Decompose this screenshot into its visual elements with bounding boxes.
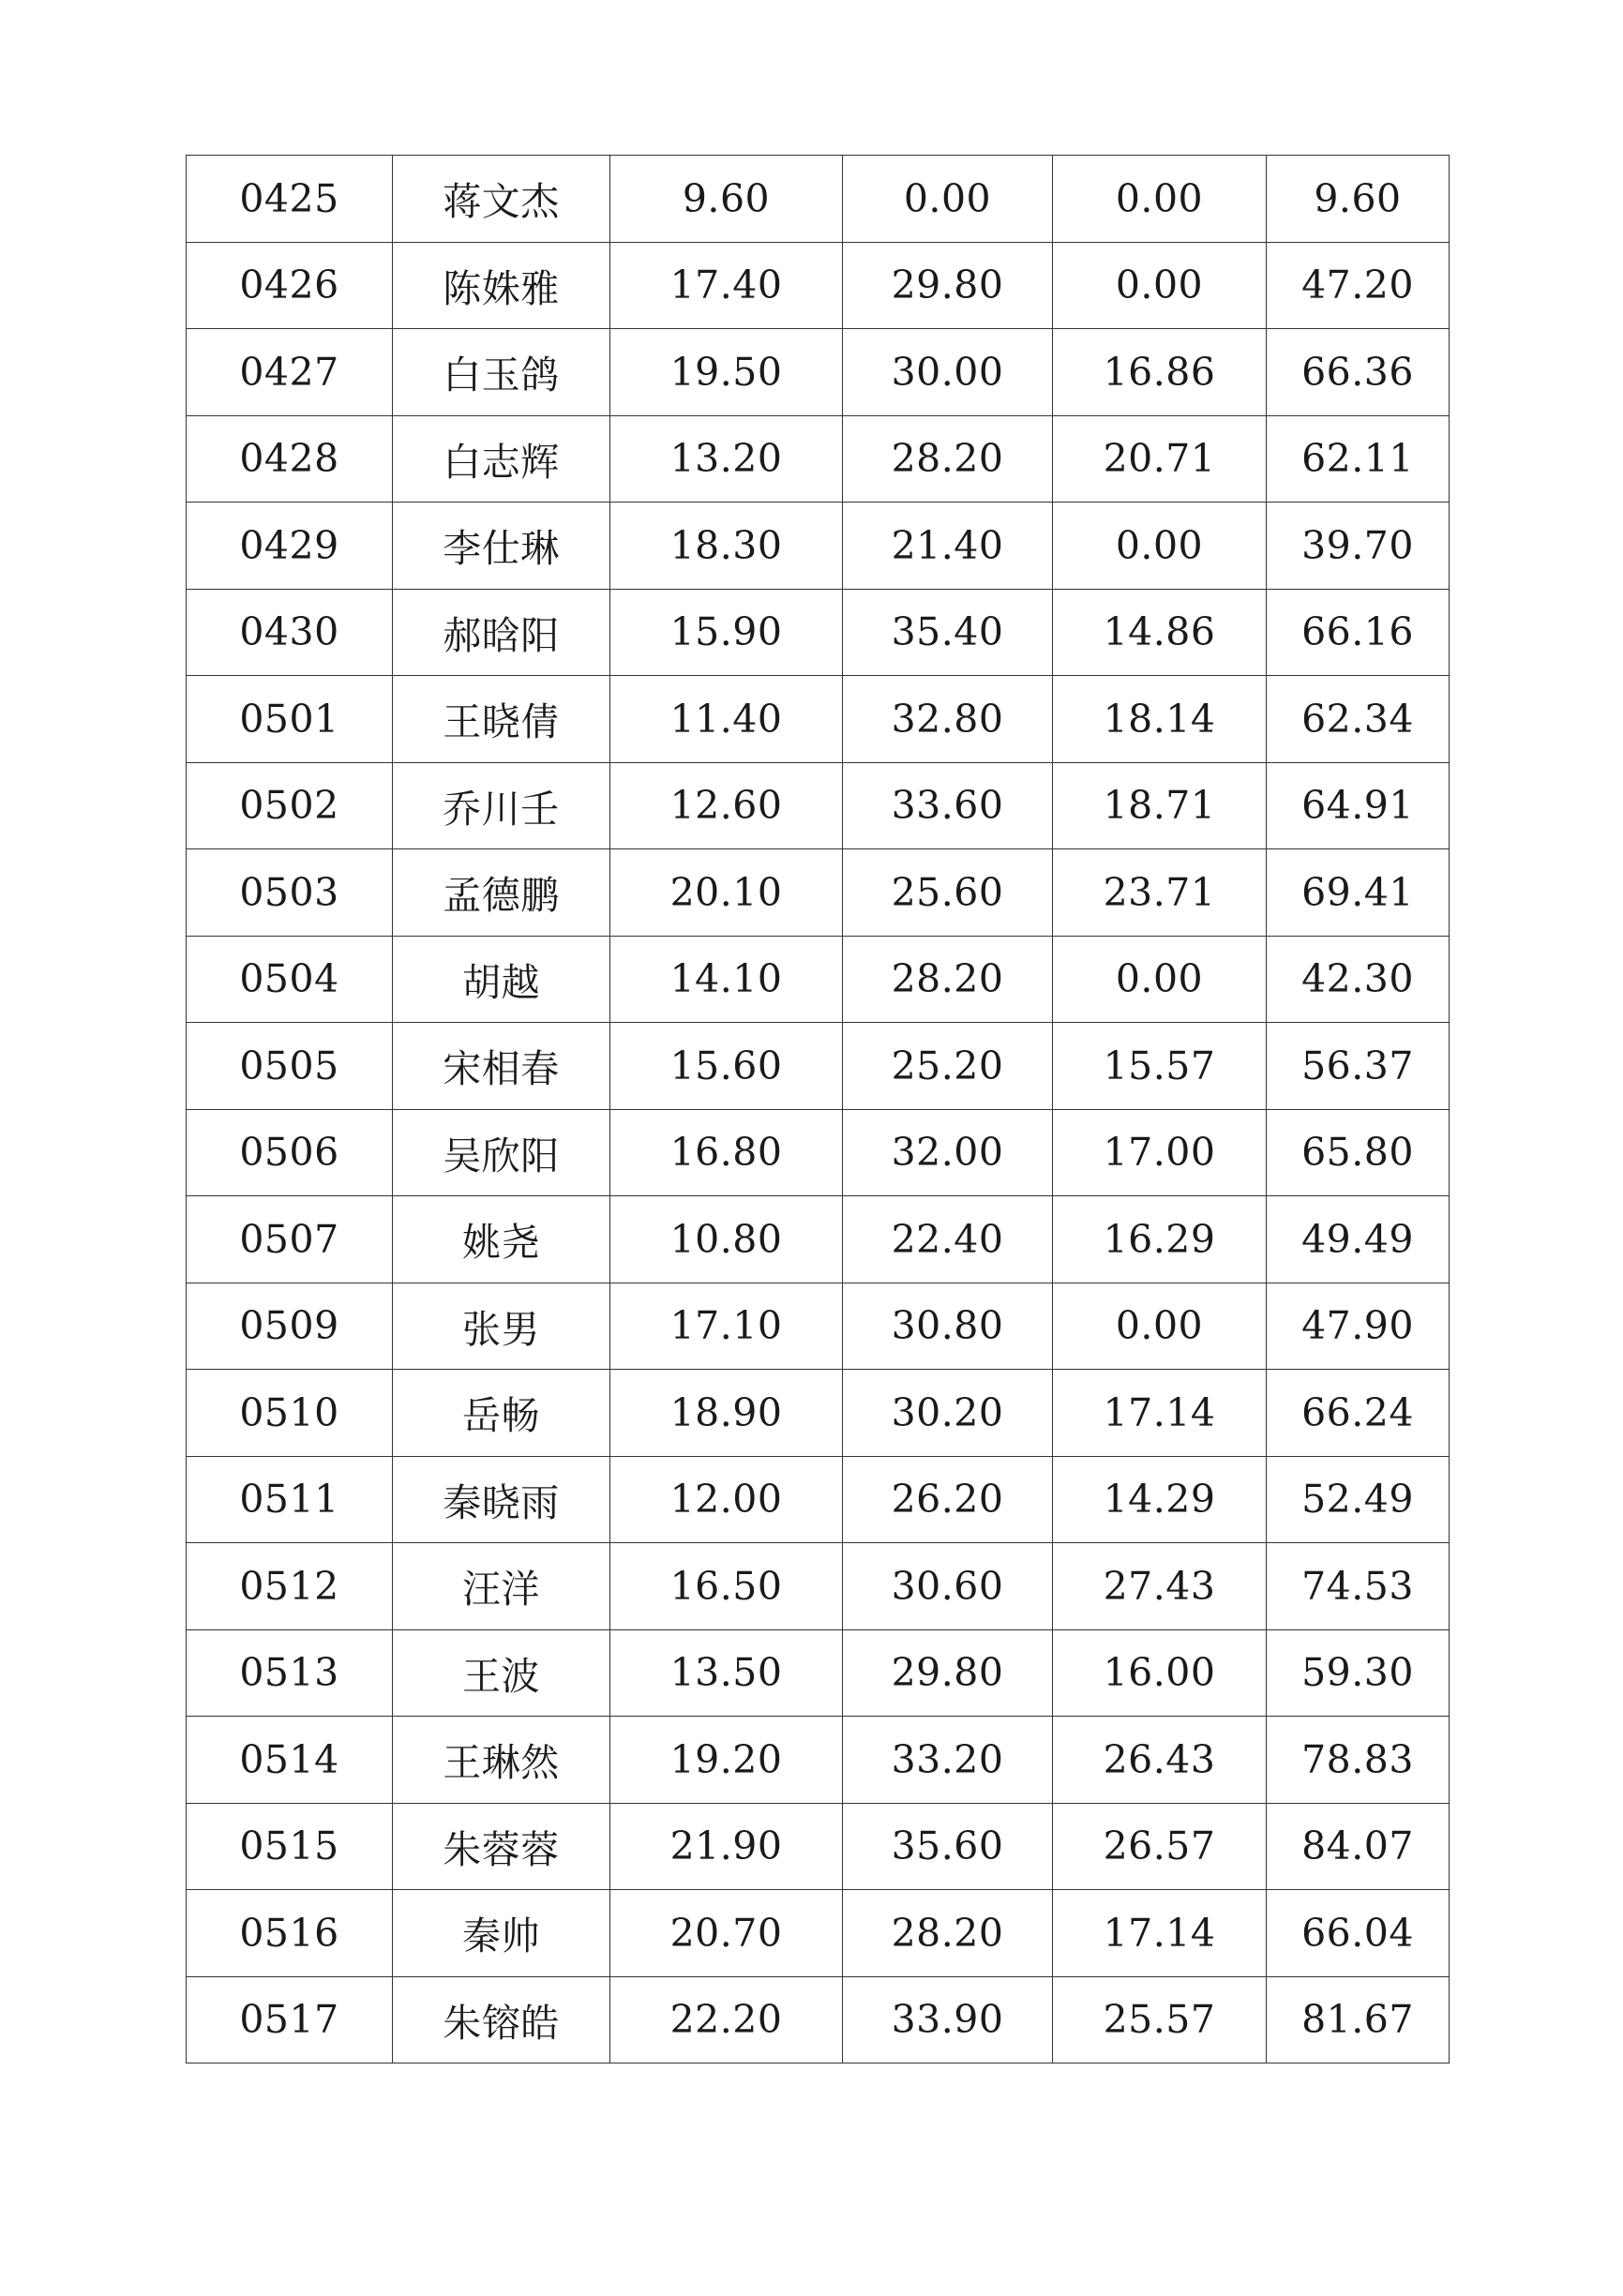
score-table-body: [187, 156, 1450, 2063]
name-cell: 朱镕皓: [393, 1976, 610, 2063]
total-cell: 74.53: [1267, 1543, 1450, 1630]
id-cell: 0509: [187, 1283, 393, 1370]
score-cell: 0.00: [1053, 936, 1267, 1023]
name-cell: 王晓倩: [393, 676, 610, 763]
table-row: [187, 1283, 1450, 1370]
table-row: [187, 415, 1450, 503]
score-cell: 13.20: [610, 415, 843, 503]
score-cell: 20.71: [1053, 415, 1267, 503]
id-cell: 0428: [187, 415, 393, 503]
score-cell: 32.80: [843, 676, 1053, 763]
name-cell: 胡越: [393, 936, 610, 1023]
score-cell: 17.00: [1053, 1109, 1267, 1196]
score-cell: 20.70: [610, 1890, 843, 1977]
score-cell: 9.60: [610, 156, 843, 243]
total-cell: 78.83: [1267, 1717, 1450, 1804]
score-cell: 0.00: [1053, 242, 1267, 329]
score-cell: 12.00: [610, 1456, 843, 1543]
table-row: [187, 849, 1450, 937]
score-cell: 20.10: [610, 849, 843, 937]
table-row: [187, 1023, 1450, 1110]
score-cell: 15.57: [1053, 1023, 1267, 1110]
table-row: [187, 1543, 1450, 1630]
table-row: [187, 242, 1450, 329]
total-cell: 42.30: [1267, 936, 1450, 1023]
name-cell: 郝晗阳: [393, 589, 610, 676]
id-cell: 0514: [187, 1717, 393, 1804]
score-cell: 0.00: [1053, 1283, 1267, 1370]
name-cell: 王琳然: [393, 1717, 610, 1804]
table-row: [187, 1803, 1450, 1890]
table-row: [187, 676, 1450, 763]
table-row: [187, 1717, 1450, 1804]
id-cell: 0501: [187, 676, 393, 763]
name-cell: 岳畅: [393, 1370, 610, 1457]
table-row: [187, 1370, 1450, 1457]
score-cell: 25.20: [843, 1023, 1053, 1110]
score-cell: 30.20: [843, 1370, 1053, 1457]
total-cell: 66.36: [1267, 329, 1450, 416]
score-cell: 28.20: [843, 936, 1053, 1023]
id-cell: 0512: [187, 1543, 393, 1630]
table-row: [187, 1629, 1450, 1717]
score-cell: 33.60: [843, 762, 1053, 849]
score-cell: 13.50: [610, 1629, 843, 1717]
id-cell: 0503: [187, 849, 393, 937]
score-cell: 14.10: [610, 936, 843, 1023]
id-cell: 0510: [187, 1370, 393, 1457]
name-cell: 吴欣阳: [393, 1109, 610, 1196]
id-cell: 0515: [187, 1803, 393, 1890]
id-cell: 0517: [187, 1976, 393, 2063]
score-cell: 21.40: [843, 503, 1053, 590]
name-cell: 张男: [393, 1283, 610, 1370]
total-cell: 81.67: [1267, 1976, 1450, 2063]
id-cell: 0505: [187, 1023, 393, 1110]
score-cell: 16.00: [1053, 1629, 1267, 1717]
score-cell: 22.40: [843, 1196, 1053, 1283]
id-cell: 0506: [187, 1109, 393, 1196]
score-cell: 19.50: [610, 329, 843, 416]
score-table: [186, 155, 1450, 2063]
score-cell: 35.60: [843, 1803, 1053, 1890]
name-cell: 朱蓉蓉: [393, 1803, 610, 1890]
total-cell: 66.24: [1267, 1370, 1450, 1457]
id-cell: 0513: [187, 1629, 393, 1717]
score-cell: 0.00: [1053, 156, 1267, 243]
id-cell: 0507: [187, 1196, 393, 1283]
id-cell: 0504: [187, 936, 393, 1023]
table-row: [187, 1196, 1450, 1283]
total-cell: 66.16: [1267, 589, 1450, 676]
total-cell: 9.60: [1267, 156, 1450, 243]
score-cell: 18.90: [610, 1370, 843, 1457]
table-row: [187, 1976, 1450, 2063]
score-cell: 28.20: [843, 415, 1053, 503]
score-cell: 23.71: [1053, 849, 1267, 937]
total-cell: 52.49: [1267, 1456, 1450, 1543]
score-cell: 33.90: [843, 1976, 1053, 2063]
id-cell: 0511: [187, 1456, 393, 1543]
score-cell: 16.29: [1053, 1196, 1267, 1283]
name-cell: 汪洋: [393, 1543, 610, 1630]
name-cell: 陈姝雅: [393, 242, 610, 329]
score-cell: 17.10: [610, 1283, 843, 1370]
score-cell: 26.20: [843, 1456, 1053, 1543]
table-row: [187, 589, 1450, 676]
total-cell: 64.91: [1267, 762, 1450, 849]
score-cell: 11.40: [610, 676, 843, 763]
score-cell: 22.20: [610, 1976, 843, 2063]
score-cell: 16.50: [610, 1543, 843, 1630]
score-cell: 27.43: [1053, 1543, 1267, 1630]
score-cell: 15.90: [610, 589, 843, 676]
score-cell: 30.60: [843, 1543, 1053, 1630]
total-cell: 47.90: [1267, 1283, 1450, 1370]
table-row: [187, 762, 1450, 849]
score-cell: 29.80: [843, 242, 1053, 329]
name-cell: 秦晓雨: [393, 1456, 610, 1543]
name-cell: 白志辉: [393, 415, 610, 503]
score-cell: 30.00: [843, 329, 1053, 416]
id-cell: 0502: [187, 762, 393, 849]
score-cell: 16.80: [610, 1109, 843, 1196]
score-cell: 0.00: [1053, 503, 1267, 590]
name-cell: 蒋文杰: [393, 156, 610, 243]
id-cell: 0427: [187, 329, 393, 416]
score-cell: 14.29: [1053, 1456, 1267, 1543]
score-cell: 21.90: [610, 1803, 843, 1890]
score-cell: 16.86: [1053, 329, 1267, 416]
score-cell: 30.80: [843, 1283, 1053, 1370]
score-cell: 18.71: [1053, 762, 1267, 849]
name-cell: 白玉鸽: [393, 329, 610, 416]
score-cell: 14.86: [1053, 589, 1267, 676]
name-cell: 姚尧: [393, 1196, 610, 1283]
name-cell: 秦帅: [393, 1890, 610, 1977]
score-cell: 0.00: [843, 156, 1053, 243]
total-cell: 69.41: [1267, 849, 1450, 937]
name-cell: 乔川壬: [393, 762, 610, 849]
table-row: [187, 1890, 1450, 1977]
score-cell: 32.00: [843, 1109, 1053, 1196]
total-cell: 62.34: [1267, 676, 1450, 763]
id-cell: 0516: [187, 1890, 393, 1977]
score-cell: 25.60: [843, 849, 1053, 937]
score-cell: 18.14: [1053, 676, 1267, 763]
table-row: [187, 503, 1450, 590]
score-cell: 35.40: [843, 589, 1053, 676]
score-cell: 15.60: [610, 1023, 843, 1110]
score-cell: 28.20: [843, 1890, 1053, 1977]
name-cell: 李仕琳: [393, 503, 610, 590]
total-cell: 66.04: [1267, 1890, 1450, 1977]
name-cell: 王波: [393, 1629, 610, 1717]
score-cell: 18.30: [610, 503, 843, 590]
score-cell: 17.40: [610, 242, 843, 329]
score-cell: 26.57: [1053, 1803, 1267, 1890]
total-cell: 84.07: [1267, 1803, 1450, 1890]
id-cell: 0425: [187, 156, 393, 243]
total-cell: 56.37: [1267, 1023, 1450, 1110]
table-row: [187, 329, 1450, 416]
total-cell: 62.11: [1267, 415, 1450, 503]
total-cell: 59.30: [1267, 1629, 1450, 1717]
score-cell: 25.57: [1053, 1976, 1267, 2063]
table-row: [187, 1109, 1450, 1196]
score-cell: 17.14: [1053, 1370, 1267, 1457]
id-cell: 0430: [187, 589, 393, 676]
name-cell: 宋相春: [393, 1023, 610, 1110]
table-row: [187, 156, 1450, 243]
total-cell: 47.20: [1267, 242, 1450, 329]
table-row: [187, 1456, 1450, 1543]
score-cell: 17.14: [1053, 1890, 1267, 1977]
total-cell: 49.49: [1267, 1196, 1450, 1283]
id-cell: 0429: [187, 503, 393, 590]
score-cell: 29.80: [843, 1629, 1053, 1717]
score-cell: 12.60: [610, 762, 843, 849]
score-cell: 33.20: [843, 1717, 1053, 1804]
total-cell: 39.70: [1267, 503, 1450, 590]
total-cell: 65.80: [1267, 1109, 1450, 1196]
score-cell: 19.20: [610, 1717, 843, 1804]
score-cell: 26.43: [1053, 1717, 1267, 1804]
id-cell: 0426: [187, 242, 393, 329]
name-cell: 孟德鹏: [393, 849, 610, 937]
table-row: [187, 936, 1450, 1023]
score-cell: 10.80: [610, 1196, 843, 1283]
